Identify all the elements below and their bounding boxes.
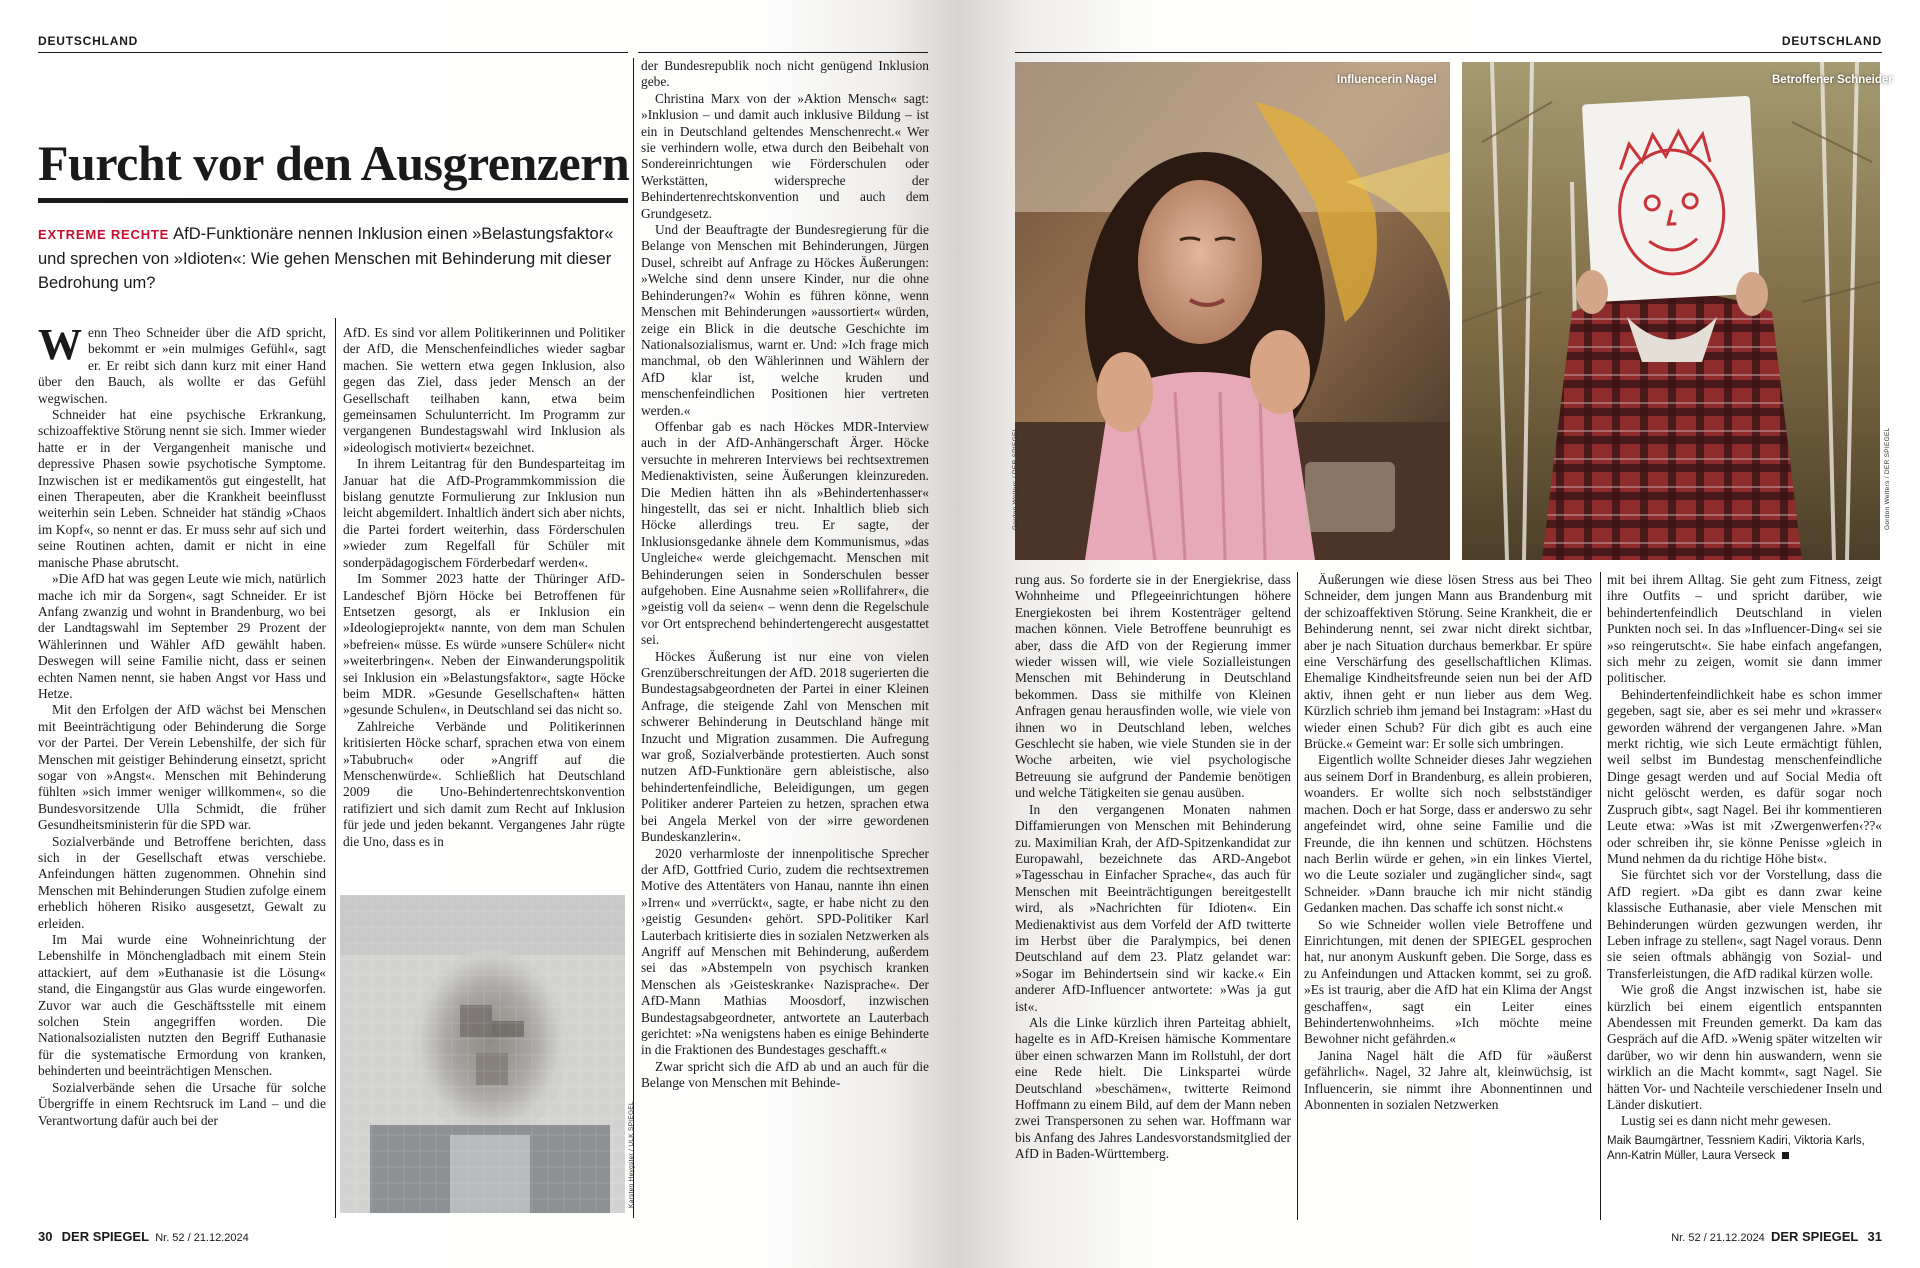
paragraph: mit bei ihrem Alltag. Sie geht zum Fitness, zeigt ihre Outfits – und spricht darüber, wie behindertenfeindlich Deutschland in vielen Punkten noch sei. In das »Influencer-Ding« sei sie »so reingerutscht«. Sie habe einfach angefangen, sich mehr zu zeigen, womit sie dann immer politischer. — [1607, 572, 1882, 686]
top-rule-right — [638, 52, 928, 53]
column-rule — [335, 318, 336, 1218]
column-rule — [633, 58, 634, 1218]
influencer-photo-image — [1015, 62, 1450, 560]
paragraph: der Bundesrepublik noch nicht genügend Inklusion gebe. — [641, 58, 929, 90]
author-names: Maik Baumgärtner, Tessniem Kadiri, Viktoria Karls, Ann-Katrin Müller, Laura Verseck — [1607, 1134, 1865, 1162]
paragraph: 2020 verharmloste der innenpolitische Sprecher der AfD, Gottfried Curio, zudem die rechtsextremen Motive des Attentäters von Hanau, nannte ihn einen »Irren« und »verrückt«, sagte, er habe nicht zu den ›geistig Gesunden‹ gehört. SPD-Politiker Karl Lauterbach kritisierte dies in sozialen Netzwerken als Angriff auf Menschen mit Behinderung, außerdem sei das »Abstempeln von psychisch kranken Menschen als ›Geisteskranke‹ Nazisprache«. Der AfD-Mann Mathias Moosdorf, inzwischen Bundestagsabgeordneter, antwortete an Lauterbach gerichtet: »Na wenigstens haben es einige Behinderte in die Fraktionen des Bundestages geschafft.« — [641, 845, 929, 1058]
photo-credit: Gordon Welters / DER SPIEGEL — [1012, 427, 1019, 530]
photo-caption-affected: Betroffener Schneider — [1772, 74, 1893, 86]
pixelated-portrait — [340, 895, 625, 1213]
article-column-2 — [343, 325, 625, 915]
paragraph: Im Sommer 2023 hatte der Thüringer AfD-Landeschef Björn Höcke bei Betroffenen für Entsetzen gesorgt, als er Inklusion ein »Ideologieprojekt« nannte, von dem man Schulen »befreien« müsse. Es würde »unsere Schüler« nicht »weiterbringen«. Neben der Einwanderungspolitik sei Inklusion ein »Belastungsfaktor«, sagte Höcke beim MDR. »Gesunde Gesellschaften« hätten »gesunde Schulen«, in Deutschland sei das nicht so. — [343, 571, 625, 718]
headline-underline — [38, 198, 628, 203]
paragraph: Sozialverbände sehen die Ursache für solche Übergriffe in einem Rechtsruck im Land – und die Verantwortung dafür auch bei der — [38, 1079, 326, 1128]
top-rule — [38, 52, 628, 53]
top-rule — [1015, 52, 1882, 53]
paragraph: In ihrem Leitantrag für den Bundesparteitag im Januar hat die AfD-Programmkommission die bislang genutzte Formulierung zur Inklusion nun leicht abgemildert. Inhaltlich ändert sich aber nichts, die Partei fordert weiterhin, dass Förderschulen »wieder zum Regelfall für Schüler mit sonderpädagogischem Förderbedarf werden«. — [343, 456, 625, 570]
page-number: 31 — [1867, 1229, 1882, 1244]
paragraph: Höckes Äußerung ist nur eine von vielen Grenzüberschreitungen der AfD. 2018 sugerierten die Bundestagsabgeordneten der Partei in einer Kleinen Anfrage, die steigende Zahl von Menschen mit schwerer Behinderung in Deutschland hänge mit Inzucht und Migration zusammen. Die Aufregung war groß, Sozialverbände protestierten. Auch sonst nutzen AfD-Funktionäre gern ableistische, also behindertenfeindliche, Beleidigungen, um gegen Politiker anderer Parteien zu hetzen, sprachen etwa bei Angela Merkel von der »irre gewordenen Bundeskanzlerin«. — [641, 648, 929, 845]
paragraph: Zwar spricht sich die AfD ab und an auch für die Belange von Menschen mit Behinde- — [641, 1058, 929, 1091]
kicker: EXTREME RECHTE — [38, 227, 170, 242]
headline: Furcht vor den Ausgrenzern — [38, 135, 630, 191]
photo-influencer — [1015, 62, 1450, 560]
article-column-1 — [1015, 572, 1291, 1220]
paragraph: Christina Marx von der »Aktion Mensch« sagt: »Inklusion – und damit auch inklusive Bildung – ist ein in Deutschland geltendes Menschenrecht.« Wer sie verhindern wolle, etwa durch den Beibehalt von Sondereinrichtungen wie Förderschulen oder Werkstätten, widerspreche der Behindertenrechtskonvention und auch dem Grundgesetz. — [641, 90, 929, 221]
page-number: 30 — [38, 1229, 53, 1244]
paragraph: AfD. Es sind vor allem Politikerinnen und Politiker der AfD, die Menschenfeindliches wieder sagbar machen. Sie wettern etwa gegen Inklusion, also gegen das Ziel, dass jeder Mensch an der Gesellschaft teilhaben kann, etwa beim gemeinsamen Schulunterricht. Im Programm zur vergangenen Bundestagswahl wird Inklusion als »ideologisch motiviert« bezeichnet. — [343, 325, 625, 455]
page-footer — [38, 1229, 249, 1244]
paragraph: Eigentlich wollte Schneider dieses Jahr wegziehen aus seinem Dorf in Brandenburg, es allein probieren, woanders. Er wollte sich noch selbstständiger machen. Doch er hat Sorge, dass er anderswo zu sehr angefeindet wird, ohne seine Familie und die Freunde, die ihn kennen und schützen. Höchstens nach Berlin würde er gehen, »in ein linkes Viertel, wo die Leute sozialer und zugänglicher sind«, sagt Schneider. »Dann brauche ich mir nicht ständig Gedanken machen. Das schaffe ich sonst nicht.« — [1304, 752, 1592, 916]
drop-cap: W — [38, 325, 82, 369]
paragraph: Sie fürchtet sich vor der Vorstellung, dass die AfD regiert. »Da gibt es dann zwar keine klassische Euthanasie, aber viele Menschen mit Behinderungen würden gezwungen werden, ihr Leben infrage zu stellen«, sagt Nagel voraus. Denn sie seien oftmals abhängig von Sozial- und Transferleistungen, die AfD radikal kürzen wolle. — [1607, 867, 1882, 981]
paragraph: So wie Schneider wollen viele Betroffene und Einrichtungen, mit denen der SPIEGEL gesprochen hat, nur anonym Auskunft geben. Die Sorge, dass es zu Anfeindungen und Attacken kommt, sei zu groß. »Es ist traurig, aber die AfD hat ein Klima der Angst geschaffen«, sagt ein Leiter eines Behindertenwohnheims. »Ich möchte meine Bewohner nicht gefährden.« — [1304, 916, 1592, 1047]
paragraph: Lustig sei es dann nicht mehr gewesen. — [1621, 1113, 1832, 1129]
paragraph: Sozialverbände und Betroffene berichten, dass sich in der Gesellschaft etwas verschiebe. Anfeindungen hätten zugenommen. Ohnehin sind Menschen mit Behinderungen Studien zufolge einem erheblich höheren Risiko ausgesetzt, Gewalt zu erleiden. — [38, 833, 326, 931]
photo-credit: Karsten Heygster / ULK SPIEGEL — [628, 1101, 635, 1208]
deck-text: AfD-Funktionäre nennen Inklusion einen »Belastungsfaktor« und sprechen von »Idioten«: Wie gehen Menschen mit Behinderung mit dieser Bedrohung um? — [38, 225, 614, 292]
paragraph: Offenbar gab es nach Höckes MDR-Interview auch in der AfD-Anhängerschaft Ärger. Höcke versuchte in mehreren Interviews bei rechtsextremen Medienaktivisten, seine Äußerungen kleinzureden. Die Medien hätten ihn als »Behindertenhasser« hingestellt, das sei er nicht. Inhaltlich blieb sich Höcke allerdings treu. Er sagte, der Inklusionsgedanke ähnele dem Kommunismus, »das Ungleiche« werde gleichgemacht. Menschen mit Behinderungen seien in Sonderschulen besser aufgehoben. Eine Ausnahme seien »Rollifahrer«, die »geistig voll da seien« – wenn denn die Regelschule vor Ort entsprechend behindertengerecht ausgestattet sei. — [641, 418, 929, 648]
paragraph: Behindertenfeindlichkeit habe es schon immer gegeben, sagt sie, aber es sei mehr und »krasser« geworden während der vergangenen Jahre. »Man merkt richtig, wie sich Leute ermächtigt fühlen, weil selbst im Bundestag menschenfeindliche Dinge gesagt werden und auf Social Media oft nicht gelöscht werden, es dafür sogar noch Zuspruch gibt«, sagt Nagel. Bei ihr kommentieren Leute etwa: »Was ist mit ›Zwergenwerfen‹??« oder schreiben ihr, sie könne Penisse »gleich in Mund nehmen da du richtige Höhe bist«. — [1607, 686, 1882, 866]
deck — [38, 222, 628, 295]
paragraph: Wie groß die Angst inzwischen ist, habe sie kürzlich bei einem eigentlich entspannten Abendessen mit Freunden gemerkt. Da kam das Gespräch auf die AfD. »Wenig später witzelten wir darüber, wo wir denn hin auswandern, wenn sie wirklich an die Macht kommt«, sagt Nagel. Sie hätten Vor- und Nachteile verschiedener Inseln und Länder diskutiert. — [1607, 982, 1882, 1112]
brand-name: DER SPIEGEL — [1770, 1229, 1859, 1244]
photo-credit: Gordon Welters / DER SPIEGEL — [1884, 427, 1891, 530]
paragraph: rung aus. So forderte sie in der Energiekrise, dass Wohnheime und Pflegeeinrichtungen höhere Energiekosten bei ihrem Kostenträger geltend machen können. Viele Betroffene beunruhigt es aber, dass die AfD von der Regierung immer wieder wissen will, wie viele Sozialleistungen Menschen mit Behinderung in Deutschland bekommen. Dass sie mithilfe von Kleinen Anfragen genau herausfinden wolle, wie viele von ihnen wo in Deutschland leben, welches Geschlecht sie haben, wie viele Stunden sie in der Woche arbeiten, wie viel psychologische Betreuung sie aufgrund der Pandemie benötigen und welche Tätigkeiten sie genau ausüben. — [1015, 572, 1291, 801]
photo-caption-influencer: Influencerin Nagel — [1337, 74, 1437, 86]
section-label: DEUTSCHLAND — [1781, 34, 1882, 48]
end-mark — [1782, 1152, 1789, 1159]
right-page — [960, 0, 1920, 1268]
paragraph: Im Mai wurde eine Wohneinrichtung der Lebenshilfe in Mönchengladbach mit einem Stein attackiert, auf dem »Euthanasie ist die Lösung« stand, die Eingangstür aus Glas wurde eingeworfen. Zuvor war auch die Geschäftsstelle mit einem solchen Stein angegriffen worden. Die Nationalsozialisten nutzten den Begriff Euthanasie für die systematische Ermordung von kranken, behinderten und beeinträchtigen Menschen. — [38, 932, 326, 1079]
page-footer — [1671, 1229, 1882, 1244]
paragraph: Mit den Erfolgen der AfD wächst bei Menschen mit Beeinträchtigung oder Behinderung die Sorge vor der Partei. Der Verein Lebenshilfe, der sich für Menschen mit geistiger Behinderung einsetzt, spricht sogar von »Angst«. Menschen mit Behinderung fühlten »sich immer weniger willkommen«, so die Bundesvorsitzende Ulla Schmidt, die früher Gesundheitsministerin für die SPD war. — [38, 702, 326, 833]
article-column-2 — [1304, 572, 1592, 1220]
column-rule — [1297, 572, 1298, 1220]
article-column-3 — [1607, 572, 1882, 1220]
brand-name: DER SPIEGEL — [61, 1229, 150, 1244]
paragraph: Wenn Theo Schneider über die AfD spricht, bekommt er »ein mulmiges Gefühl«, sagt er. Er reibt sich dann kurz mit einer Hand über den Bauch, als wollte er das Gefühl wegwischen. — [38, 325, 326, 406]
paragraph: Schneider hat eine psychische Erkrankung, schizoaffektive Störung nennt sie sich. Immer wieder hatte er in der Vergangenheit manische und depressive Phasen sowie psychotische Symptome. Inzwischen ist er medikamentös gut eingestellt, hat einen Therapeuten, aber die Krankheit beeinflusst weiterhin sein Leben. Schneider hat ständig »Chaos im Kopf«, so nennt er das. Er muss sehr auf sich und seine Routinen achten, damit er nicht in eine manische Phase abrutscht. — [38, 407, 326, 570]
affected-person-photo-image — [1462, 62, 1880, 560]
paragraph: Janina Nagel hält die AfD für »äußerst gefährlich«. Nagel, 32 Jahre alt, kleinwüchsig, ist Influencerin, sie nimmt ihre Abonnentinnen und Abonnenten in sozialen Netzwerken — [1304, 1047, 1592, 1112]
paragraph: Als die Linke kürzlich ihren Parteitag abhielt, hagelte es in AfD-Kreisen hämische Kommentare über einen schwarzen Mann im Rollstuhl, der dort eine Rede hielt. Die Linkspartei würde Deutschland »beschämen«, twitterte Reimond Hoffmann zu einem Bild, auf dem der Mann neben zwei Transpersonen zu sehen war. Hoffmann war bis Anfang des Jahres Landesvorstandsmitglied der AfD in Baden-Württemberg. — [1015, 1014, 1291, 1162]
paragraph: »Die AfD hat was gegen Leute wie mich, natürlich mache ich mir da Sorgen«, sagt Schneider. Er ist Anfang zwanzig und wohnt in Brandenburg, wo bei der Landtagswahl im September 29 Prozent der Wählerinnen und Wähler AfD gewählt haben. Deswegen will seine Familie nicht, dass er seinen echten Namen nennt, sie haben Angst vor Hass und Hetze. — [38, 571, 326, 701]
paragraph: Äußerungen wie diese lösen Stress aus bei Theo Schneider, dem jungen Mann aus Brandenburg mit der schizoaffektiven Störung. Seine Krankheit, die er Behinderung nennt, sei zwar nicht direkt sichtbar, aber je nach Situation durchaus bemerkbar. Er spüre eine Verschärfung des gesellschaftlichen Klimas. Ehemalige Kindheitsfreunde seien nun bei der AfD aktiv, ihnen geht er nun lieber aus dem Weg. Kürzlich schrieb ihm jemand bei Instagram: »Hast du wieder einen Schub? Für dich gibt es auch eine Brücke.« Gemeint war: Er solle sich umbringen. — [1304, 572, 1592, 752]
pixelated-portrait-image — [340, 895, 625, 1213]
photo-affected-person — [1462, 62, 1880, 560]
paragraph: Zahlreiche Verbände und Politikerinnen kritisierten Höcke scharf, sprachen etwa von einem »Tabubruch« oder »Angriff auf die Menschenwürde«. Schließlich hat Deutschland 2009 die Uno-Behindertenrechtskonvention ratifiziert und sich damit zum Recht auf Inklusion für jede und jeden bekannt. Vergangenes Jahr rügte die Uno, dass es in — [343, 718, 625, 849]
column-rule — [1600, 572, 1601, 1220]
issue-info: Nr. 52 / 21.12.2024 — [1671, 1232, 1765, 1244]
section-label: DEUTSCHLAND — [38, 34, 139, 48]
issue-info: Nr. 52 / 21.12.2024 — [155, 1232, 249, 1244]
article-column-3 — [641, 58, 929, 1220]
article-column-1 — [38, 325, 326, 1220]
paragraph: In den vergangenen Monaten nahmen Diffamierungen von Menschen mit Behinderung zu. Maximilian Krah, der AfD-Spitzenkandidat zur Europawahl, bezeichnete das ARD-Angebot »Tagesschau in Einfacher Sprache«, das auch für Menschen mit Beeinträchtigungen bereitgestellt wird, als »Nachrichten für Idioten«. Ein Medienaktivist aus dem Vorfeld der AfD twitterte im Herbst über die Paralympics, bei denen Deutschland auf dem 23. Platz gelandet war: »Sogar im Behindertsein sind wir kacke.« Ein anderer AfD-Influencer antwortete: »Was ja gut ist«. — [1015, 801, 1291, 1014]
paragraph: Und der Beauftragte der Bundesregierung für die Belange von Menschen mit Behinderungen, Jürgen Dusel, schreibt auf Anfrage zu Höckes Äußerungen: »Welche sind denn unsere Kinder, nur die ohne Behinderungen?« Wohin es führen könne, wenn Menschen mit Behinderungen »aussortiert« würden, zeige ein Blick in die deutsche Geschichte im Nationalsozialismus, warnt er. Und: »Ich frage mich manchmal, ob den Wählerinnen und Wählern der AfD klar ist, welche kruden und menschenfeindlichen Positionen hier vertreten werden.« — [641, 222, 929, 418]
